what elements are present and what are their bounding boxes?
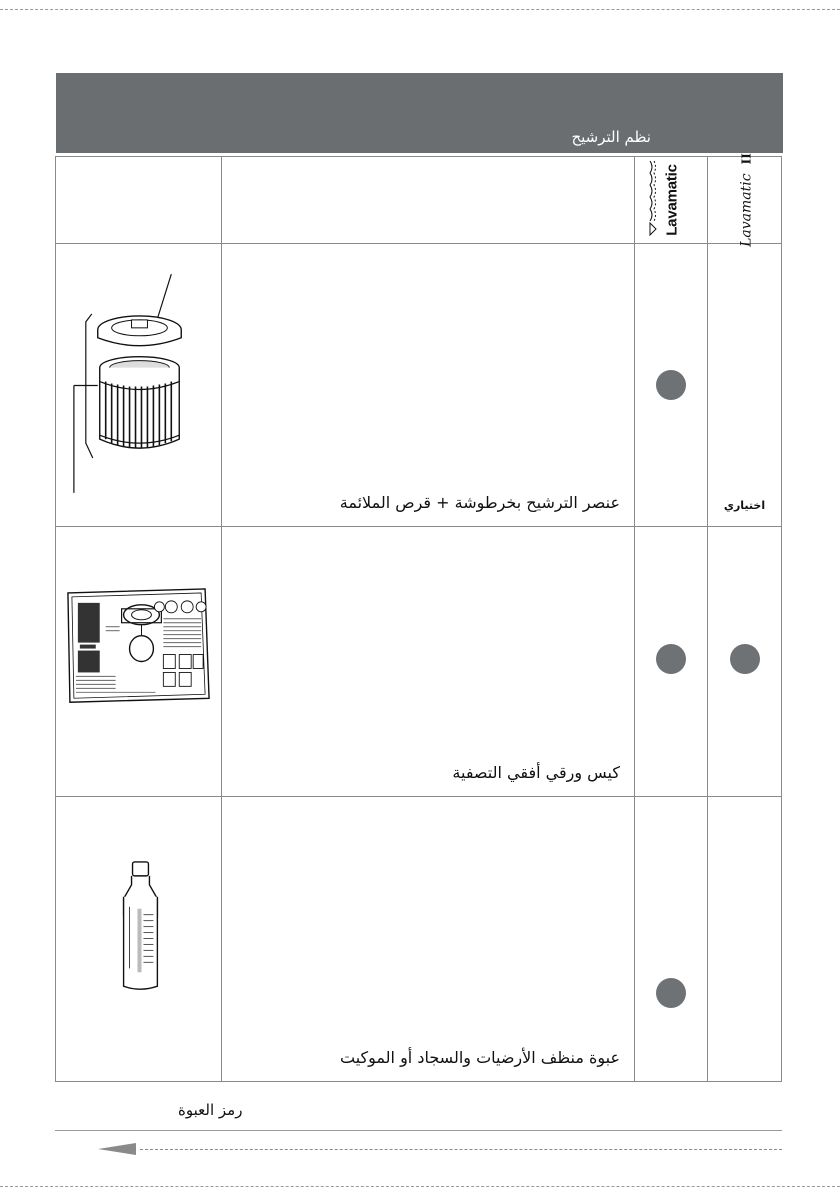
brand-name-a: Lavamatic (663, 164, 681, 236)
header-image-cell (56, 157, 222, 244)
image-cell (56, 797, 222, 1082)
availability-cell-a (635, 244, 708, 527)
crop-mark-top (0, 9, 840, 10)
footer-dashed-line (140, 1149, 782, 1150)
brand-logo-lavamatic (635, 157, 708, 244)
brand-logo-lavamatic-ii (708, 153, 782, 247)
description-cell (222, 244, 635, 527)
included-dot-icon (656, 644, 686, 674)
crop-mark-bottom (0, 1186, 840, 1187)
row-description: كيس ورقي أفقي التصفية (452, 763, 620, 782)
brand-suffix-b: II (739, 153, 753, 165)
row-description: عنصر الترشيح بخرطوشة + قرص الملائمة (339, 493, 620, 512)
description-cell (222, 797, 635, 1082)
availability-cell-b (708, 244, 782, 527)
included-dot-icon (656, 978, 686, 1008)
optional-label: اختياري (723, 499, 766, 512)
availability-cell-b (708, 527, 782, 797)
brand-name-b: Lavamatic (738, 173, 754, 247)
table-row (56, 244, 782, 527)
table-header-row (56, 157, 782, 244)
header-description-cell (222, 157, 635, 244)
package-code-label: رمز العبوة (178, 1101, 243, 1119)
paper-bag-filter-icon (56, 527, 221, 796)
filter-systems-table (55, 153, 782, 1082)
description-cell (222, 527, 635, 797)
table-row (56, 527, 782, 797)
image-cell (56, 527, 222, 797)
availability-cell-b (708, 797, 782, 1082)
availability-cell-a (635, 527, 708, 797)
image-cell (56, 244, 222, 527)
row-description: عبوة منظف الأرضيات والسجاد أو الموكيت (340, 1048, 620, 1067)
included-dot-icon (656, 370, 686, 400)
header-band (56, 73, 783, 153)
included-dot-icon (730, 644, 760, 674)
arrow-left-icon (96, 1141, 138, 1157)
detergent-bottle-icon (56, 797, 221, 1081)
cartridge-filter-icon (56, 244, 221, 526)
page-title: نظم الترشيح (571, 128, 651, 146)
wave-logo-icon (648, 157, 658, 241)
footer-rule (55, 1130, 782, 1131)
table-row (56, 797, 782, 1082)
availability-cell-a (635, 797, 708, 1082)
